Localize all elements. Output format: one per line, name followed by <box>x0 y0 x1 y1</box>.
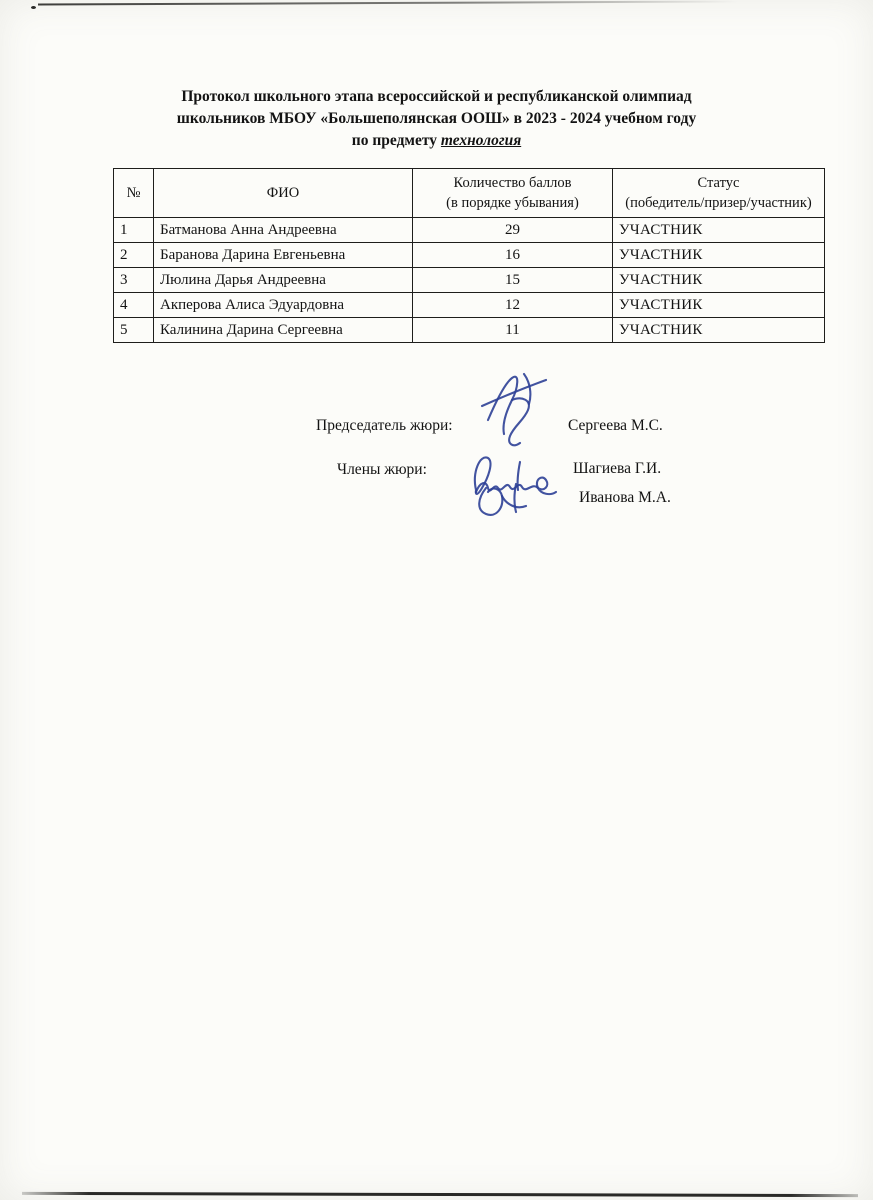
table-row <box>114 268 825 293</box>
row-score: 16 <box>413 243 613 268</box>
header-score-line1: Количество баллов <box>453 175 572 191</box>
row-status: УЧАСТНИК <box>613 218 825 243</box>
header-name: ФИО <box>154 169 413 218</box>
row-name: Батманова Анна Андреевна <box>154 218 413 243</box>
title-line-2: школьников МБОУ «Большеполянская ООШ» в 2023 - 2024 учебном году <box>176 110 697 127</box>
row-score: 29 <box>413 218 613 243</box>
header-status <box>613 169 825 218</box>
table-row <box>114 318 825 343</box>
chairman-label: Председатель жюри: <box>316 417 453 434</box>
row-num: 2 <box>114 243 154 268</box>
scan-artifact-dot <box>31 6 36 9</box>
member2-signature <box>470 478 540 524</box>
results-table <box>113 168 825 343</box>
row-num: 5 <box>114 318 154 343</box>
table-header-row <box>114 169 825 218</box>
table-row <box>114 243 825 268</box>
table-row <box>114 293 825 318</box>
scan-artifact-top-edge <box>38 0 738 5</box>
header-score <box>413 169 613 218</box>
title-line-3 <box>0 130 873 152</box>
header-score-line2: (в порядке убывания) <box>446 195 579 211</box>
row-status: УЧАСТНИК <box>613 243 825 268</box>
member2-name: Иванова М.А. <box>579 489 671 506</box>
header-status-line1: Статус <box>697 175 740 191</box>
row-name: Люлина Дарья Андреевна <box>154 268 413 293</box>
chairman-signature <box>472 366 564 452</box>
subject-name: технология <box>440 132 522 149</box>
row-num: 1 <box>114 218 154 243</box>
row-score: 15 <box>413 268 613 293</box>
title-line-1: Протокол школьного этапа всероссийской и республиканской олимпиад <box>181 88 692 105</box>
title-line-3-prefix: по предмету <box>351 132 441 149</box>
scan-artifact-bottom-edge <box>22 1192 858 1197</box>
header-status-line2: (победитель/призер/участник) <box>625 195 812 211</box>
members-label: Члены жюри: <box>337 461 427 478</box>
header-num: № <box>114 169 154 218</box>
member1-name: Шагиева Г.И. <box>573 460 662 477</box>
row-num: 4 <box>114 293 154 318</box>
row-num: 3 <box>114 268 154 293</box>
table-row <box>114 218 825 243</box>
row-name: Баранова Дарина Евгеньевна <box>154 243 413 268</box>
row-score: 12 <box>413 293 613 318</box>
row-status: УЧАСТНИК <box>613 268 825 293</box>
row-status: УЧАСТНИК <box>613 318 825 343</box>
row-status: УЧАСТНИК <box>613 293 825 318</box>
row-score: 11 <box>413 318 613 343</box>
row-name: Калинина Дарина Сергеевна <box>154 318 413 343</box>
row-name: Акперова Алиса Эдуардовна <box>154 293 413 318</box>
chairman-name: Сергеева М.С. <box>568 417 663 434</box>
document-title <box>0 86 873 152</box>
